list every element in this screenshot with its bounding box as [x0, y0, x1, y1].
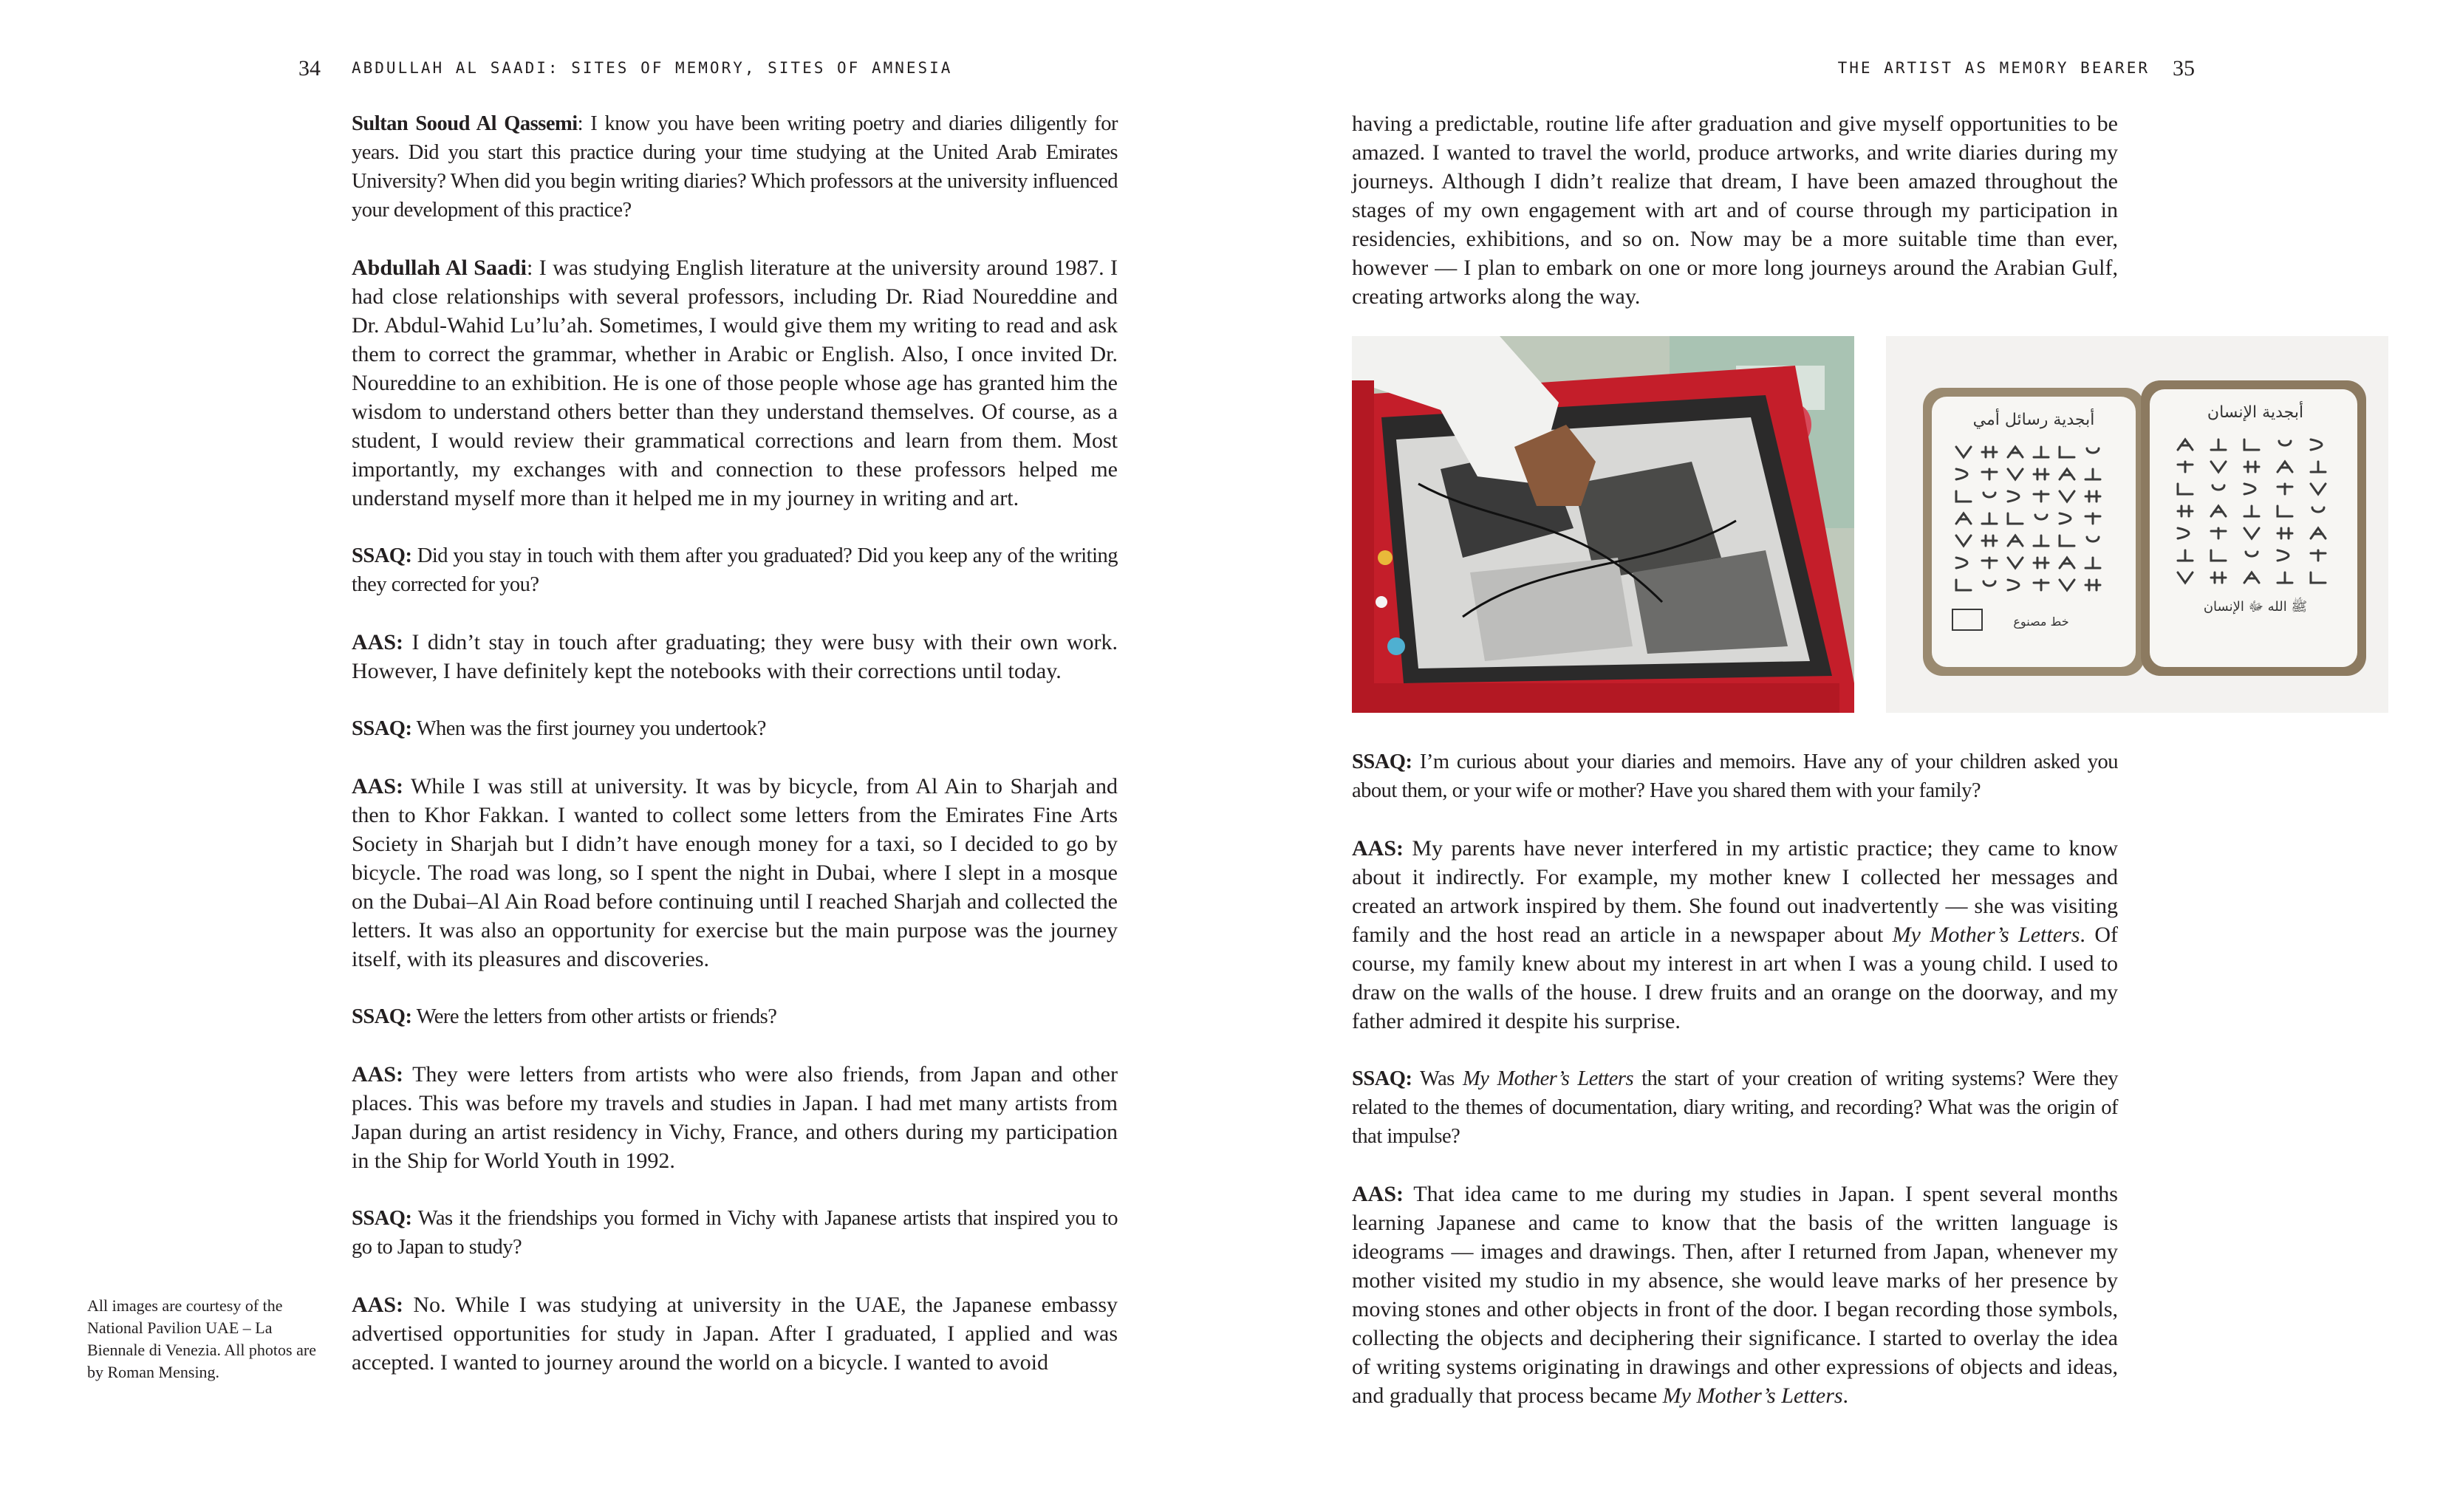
paragraph-text: That idea came to me during my studies in Japan. I spent several months learning Japanese and came to know that the basis of the written language is ideograms — images and drawings. Then, after I returned from Japan, whenever my mother visited my studio in my absence, she would leave marks of her presence by moving stones and other objects in front of the door. I began recording those symbols, collecting the objects and deciphering their significance. I started to overlay the idea of writing systems originating in drawings and other expressions of objects and ideas, and gradually that process became — [1352, 1182, 2118, 1408]
paragraph-text: I was studying English literature at the university around 1987. I had close relationships with several professors, including Dr. Riad Noureddine and Dr. Abdul-Wahid Lu’lu’ah. Sometimes, I would give them my writing to read and ask them to correct the grammar, whether in Arabic or English. Also, I once invited Dr. Noureddine to an exhibition. He is one of those people whose age has granted him the wisdom to understand others better than they understand themselves. Of course, as a student, I would review their grammatical corrections and learn from them. Most importantly, my exchanges with and connection to these professors helped me understand myself more than it helped me in my journey in writing and art. — [352, 256, 1118, 510]
interview-paragraph — [1352, 1180, 2118, 1410]
speaker-label: SSAQ: — [1352, 750, 1412, 773]
tin-left-heading: أبجدية رسائل أمي — [1972, 411, 2095, 429]
interview-paragraph — [352, 253, 1118, 513]
left-page — [0, 0, 1221, 1512]
page-number-right: 35 — [2173, 56, 2195, 81]
interview-paragraph — [352, 109, 1118, 225]
running-head-left: ABDULLAH AL SAADI: SITES OF MEMORY, SITES OF AMNESIA — [352, 59, 953, 77]
speaker-separator — [403, 1062, 412, 1087]
page-number-left: 34 — [298, 56, 321, 81]
speaker-separator: : — [577, 112, 591, 135]
interview-paragraph — [352, 1290, 1118, 1377]
speaker-label: SSAQ: — [1352, 1067, 1412, 1090]
speaker-separator — [411, 544, 417, 567]
interview-paragraph — [352, 714, 1118, 743]
paragraph-text: When was the first journey you undertook? — [416, 717, 766, 740]
paragraph-text: I’m curious about your diaries and memoirs. Have any of your children asked you about them, or your wife or mother? Have you shared them with your family? — [1352, 750, 2118, 802]
speaker-label: SSAQ: — [352, 1207, 412, 1230]
interview-column-right — [1352, 748, 2118, 1439]
alphabet-tin-photo — [1886, 336, 2388, 713]
photo-row — [1352, 336, 2388, 713]
speaker-label: AAS: — [352, 630, 404, 654]
running-head-right: THE ARTIST AS MEMORY BEARER — [1837, 59, 2150, 77]
paragraph-text: Were the letters from other artists or friends? — [416, 1005, 777, 1028]
interview-column-right-top — [1352, 109, 2118, 340]
interview-column-left — [352, 109, 1118, 1406]
chest-photo-illustration — [1352, 336, 1854, 713]
artwork-title: My Mother’s Letters — [1462, 1067, 1634, 1090]
speaker-label: Abdullah Al Saadi — [352, 256, 527, 280]
interview-paragraph — [352, 1002, 1118, 1031]
speaker-label: AAS: — [1352, 1182, 1404, 1206]
speaker-label: SSAQ: — [352, 717, 412, 740]
tin-right-heading: أبجدية الإنسان — [2207, 403, 2304, 422]
speaker-label: AAS: — [1352, 836, 1404, 861]
paragraph-text: My parents have never interfered in my artistic practice; they came to know about it indirectly. For example, my mother knew I collected her messages and created an artwork inspired by them. She found out inadvertently — she was visiting family and the host read an article in a newspaper about — [1352, 836, 2118, 947]
right-page — [1221, 0, 2442, 1512]
speaker-label: SSAQ: — [352, 544, 412, 567]
speaker-label: AAS: — [352, 1062, 404, 1087]
paragraph-text: No. While I was studying at university in the UAE, the Japanese embassy advertised opportunities for study in Japan. After I graduated, I applied and was accepted. I wanted to journey around the world on a bicycle. I wanted to avoid — [352, 1293, 1118, 1375]
tin-footer-right: ﷺ الله ﷻ الإنسان — [2203, 599, 2308, 615]
alphabet-tin-illustration — [1886, 336, 2388, 713]
chest-photo — [1352, 336, 1854, 713]
paragraph-text: Was it the friendships you formed in Vichy with Japanese artists that inspired you to go to Japan to study? — [352, 1207, 1118, 1259]
paragraph-text: While I was still at university. It was by bicycle, from Al Ain to Sharjah and then to Khor Fakkan. I wanted to collect some letters from the Emirates Fine Arts Society in Sharjah but I didn’t have enough money for a taxi, so I decided to go by bicycle. The road was long, so I spent the night in Dubai, where I slept in a mosque on the Dubai–Al Ain Road before continuing until I reached Sharjah and collected the letters. It was also an opportunity for exercise but the main purpose was the journey itself, with its pleasures and discoveries. — [352, 774, 1118, 971]
paragraph-text: . — [1842, 1383, 1849, 1408]
interview-paragraph — [352, 1204, 1118, 1262]
paragraph-text: I know you have been writing poetry and diaries diligently for years. Did you start this practice during your time studying at the United Arab Emirates University? When did you begin writing diaries? Which professors at the university influenced your development of this practice? — [352, 112, 1118, 222]
speaker-label: AAS: — [352, 1293, 404, 1317]
speaker-label: SSAQ: — [352, 1005, 412, 1028]
continued-answer: having a predictable, routine life after graduation and give myself opportunities to be amazed. I wanted to travel the world, produce artworks, and write diaries during my journeys. Although I didn’t realize that dream, I have been amazed throughout the stages of my own engagement with art and of course through my participation in residencies, exhibitions, and so on. Now may be a more suitable time than ever, however — I plan to embark on one or more long journeys around the Arabian Gulf, creating artworks along the way. — [1352, 112, 2118, 309]
paragraph-text: . Of course, my family knew about my interest in art when I was a young child. I used to draw on the walls of the house. I drew fruits and an orange on the doorway, and my father admired it despite his surprise. — [1352, 923, 2119, 1033]
speaker-separator — [403, 630, 411, 654]
interview-paragraph — [1352, 834, 2118, 1036]
paragraph-text: Was — [1412, 1067, 1463, 1090]
image-credit-caption: All images are courtesy of the National Pavilion UAE – La Biennale di Venezia. All photos are by Roman Mensing. — [87, 1296, 316, 1381]
paragraph-text: Did you stay in touch with them after you graduated? Did you keep any of the writing they corrected for you? — [352, 544, 1118, 596]
paragraph-text: I didn’t stay in touch after graduating; they were busy with their own work. However, I have definitely kept the notebooks with their corrections until today. — [352, 630, 1118, 683]
speaker-separator: : — [526, 256, 539, 280]
interview-paragraph — [352, 541, 1118, 599]
tin-footer-left: خط مصنوع — [2013, 615, 2069, 629]
artwork-title: My Mother’s Letters — [1662, 1383, 1843, 1408]
artwork-title: My Mother’s Letters — [1892, 923, 2080, 947]
paragraph-text: They were letters from artists who were also friends, from Japan and other places. This was before my travels and studies in Japan. I had met many artists from Japan during an artist residency in Vichy, France, and others during my participation in the Ship for World Youth in 1992. — [352, 1062, 1118, 1173]
speaker-separator — [403, 774, 411, 798]
speaker-label: Sultan Sooud Al Qassemi — [352, 112, 578, 135]
interview-paragraph — [352, 628, 1118, 685]
speaker-separator — [411, 1207, 417, 1230]
interview-paragraph — [1352, 748, 2118, 805]
speaker-label: AAS: — [352, 774, 404, 798]
interview-paragraph — [1352, 1064, 2118, 1151]
interview-paragraph — [352, 772, 1118, 974]
speaker-separator — [403, 1293, 413, 1317]
interview-paragraph — [352, 1060, 1118, 1175]
paragraph-text: the start of your creation of writing systems? Were they related to the themes of documentation, diary writing, and recording? What was the origin of that impulse? — [1352, 1067, 2118, 1148]
